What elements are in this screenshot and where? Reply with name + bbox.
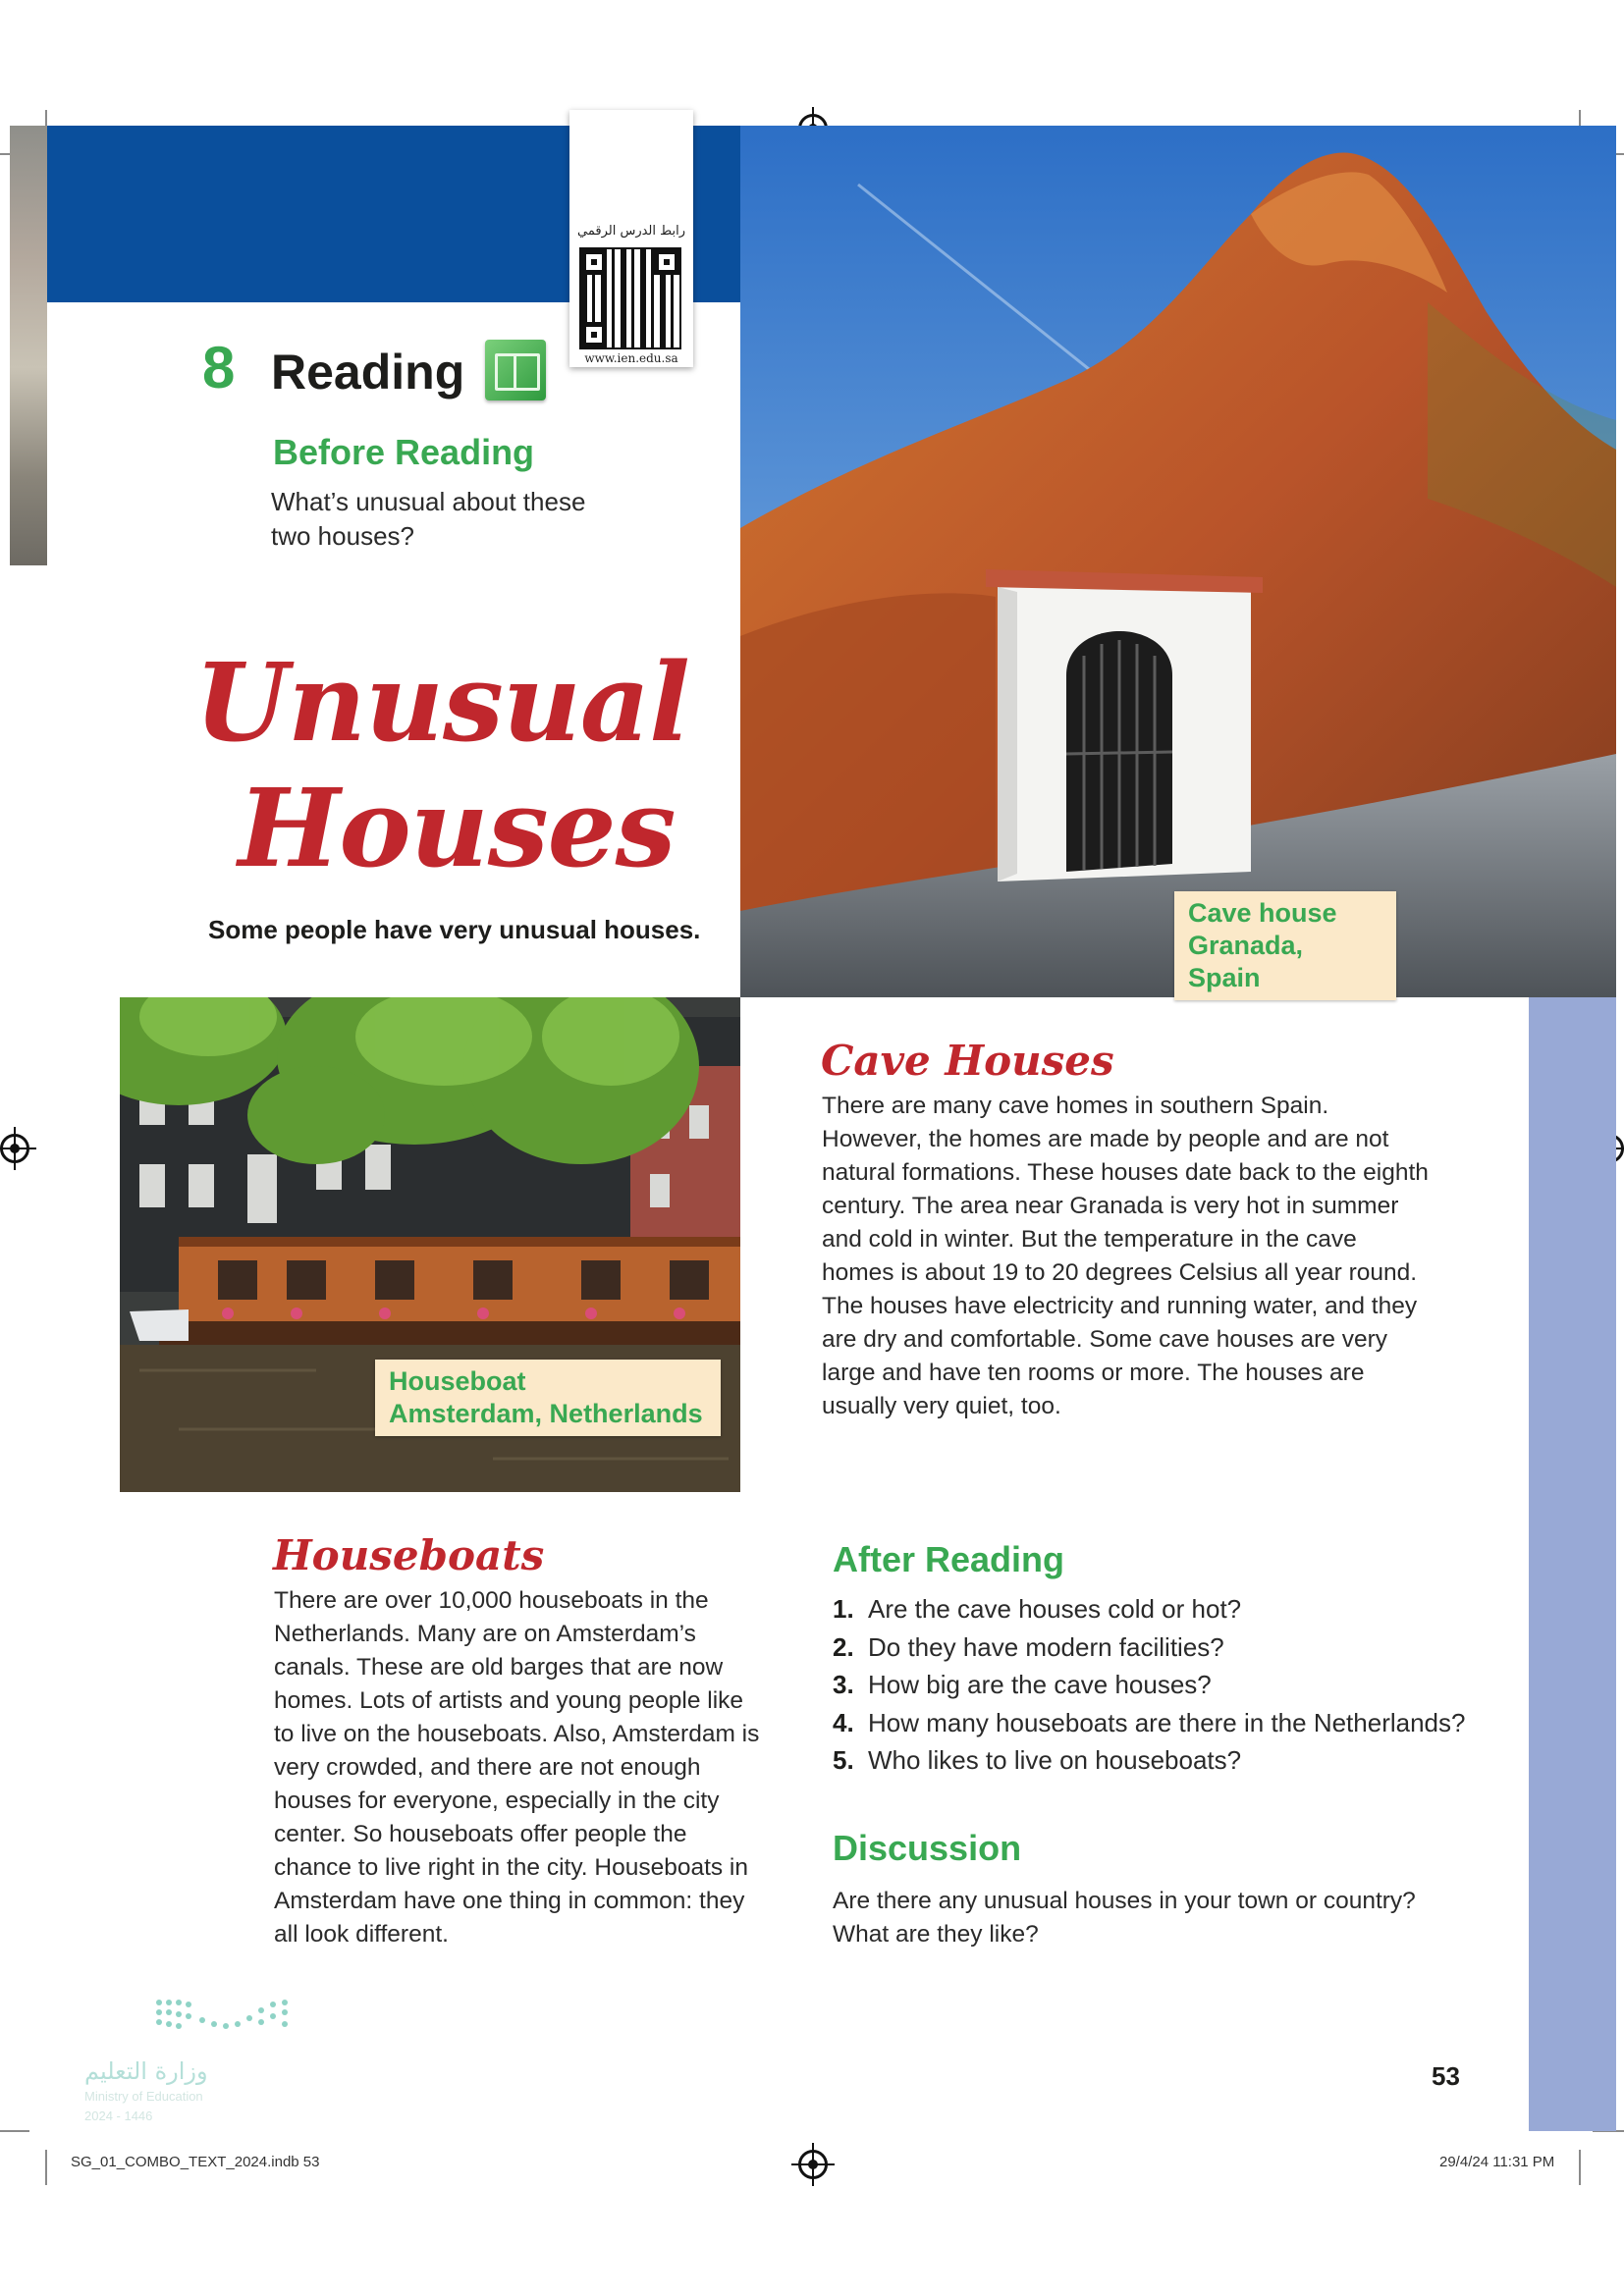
cave-house-photo	[740, 126, 1616, 997]
before-reading-question: What’s unusual about these two houses?	[271, 487, 586, 551]
ministry-arabic: وزارة التعليم	[84, 2057, 208, 2085]
after-reading-questions	[833, 1590, 1520, 1780]
list-item	[833, 1741, 1520, 1780]
question-number: 1.	[833, 1594, 854, 1624]
question-number: 3.	[833, 1670, 854, 1699]
houseboats-body: There are over 10,000 houseboats in the Netherlands. Many are on Amsterdam’s canals. These are old barges that are now homes. Lots of artists and young people like to live on the houseboats. Also, Amsterdam is very crowded, and there are not enough houses for everyone, especially in the city center. So houseboats offer people the chance to live right in the city. Houseboats in Amsterdam have one thing in common: they all look different.	[274, 1587, 760, 1948]
registration-mark-icon	[798, 2150, 828, 2179]
facing-page-photo-edge	[10, 126, 47, 565]
boat-caption-line1: Houseboat	[389, 1366, 526, 1396]
question-text: How many houseboats are there in the Netherlands?	[868, 1707, 1466, 1737]
list-item	[833, 1704, 1520, 1742]
houseboat-caption	[375, 1360, 721, 1436]
crop-mark	[0, 2130, 29, 2132]
page-title	[147, 640, 736, 891]
ministry-english: Ministry of Education	[84, 2089, 203, 2104]
page-title-line1: Unusual	[194, 639, 689, 766]
question-number: 2.	[833, 1631, 854, 1662]
cave-caption-line2: Granada, Spain	[1188, 931, 1304, 992]
question-text: How big are the cave houses?	[868, 1670, 1212, 1699]
discussion-question: Are there any unusual houses in your town or country? What are they like?	[833, 1888, 1416, 1948]
unit-title: Reading	[271, 345, 465, 400]
question-number: 4.	[833, 1707, 854, 1737]
boat-caption-line2: Amsterdam, Netherlands	[389, 1399, 703, 1428]
cave-house-caption	[1174, 891, 1396, 1000]
print-date: 29/4/24 11:31 PM	[1439, 2154, 1555, 2170]
qr-label: رابط الدرس الرقمي	[577, 224, 685, 239]
before-reading-heading: Before Reading	[273, 432, 535, 472]
side-color-bar	[1529, 997, 1616, 2131]
qr-code-icon[interactable]	[581, 249, 679, 347]
list-item	[833, 1629, 1520, 1667]
book-icon	[485, 340, 546, 400]
page-title-line2: Houses	[238, 765, 676, 891]
question-text: Are the cave houses cold or hot?	[868, 1594, 1242, 1624]
houseboats-heading: Houseboats	[273, 1531, 545, 1579]
question-text: Do they have modern facilities?	[868, 1631, 1224, 1662]
qr-card[interactable]	[569, 110, 693, 367]
list-item	[833, 1590, 1520, 1629]
ministry-logo-icon	[153, 1997, 295, 2038]
cave-houses-body: There are many cave homes in southern Spain. However, the homes are made by people and are not natural formations. These houses date back to the eighth century. The area near Granada is very hot in summer and cold in winter. But the temperature in the cave homes is about 19 to 20 degrees Celsius all year round. The houses have electricity and running water, and they are dry and comfortable. Some cave houses are very large and have ten rooms or more. The houses are usually very quiet, too.	[822, 1093, 1429, 1419]
page-number: 53	[1432, 2061, 1460, 2091]
intro-text: Some people have very unusual houses.	[208, 915, 701, 944]
discussion-heading: Discussion	[833, 1828, 1022, 1868]
qr-url[interactable]: www.ien.edu.sa	[584, 351, 678, 365]
crop-mark	[45, 2150, 47, 2185]
cave-houses-heading: Cave Houses	[821, 1037, 1114, 1085]
after-reading-heading: After Reading	[833, 1539, 1065, 1579]
registration-mark-icon	[0, 1134, 29, 1163]
ministry-year: 2024 - 1446	[84, 2109, 153, 2123]
cave-caption-line1: Cave house	[1188, 898, 1337, 928]
unit-number: 8	[202, 335, 236, 400]
list-item	[833, 1666, 1520, 1704]
question-number: 5.	[833, 1745, 854, 1775]
file-slug: SG_01_COMBO_TEXT_2024.indb 53	[71, 2154, 320, 2170]
question-text: Who likes to live on houseboats?	[868, 1745, 1242, 1775]
crop-mark	[1579, 2150, 1581, 2185]
